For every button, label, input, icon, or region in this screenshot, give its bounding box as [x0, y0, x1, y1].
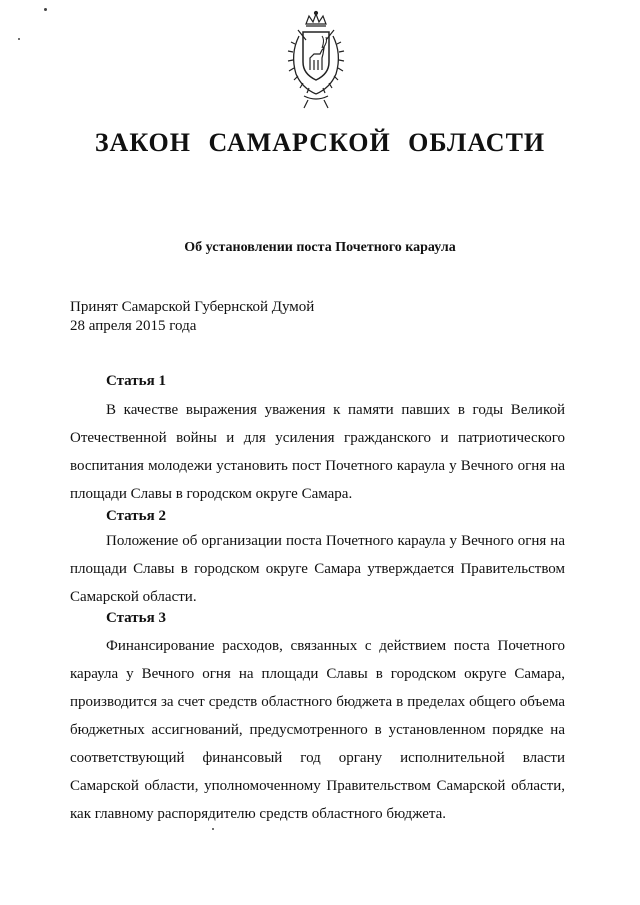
- law-subject: Об установлении поста Почетного караула: [184, 240, 456, 255]
- article-1-title: Статья 1: [106, 373, 166, 389]
- adopted-by: Принят Самарской Губернской Думой: [70, 299, 315, 315]
- article-3-title: Статья 3: [106, 610, 166, 626]
- article-2-text: Положение об организации поста Почетного караула у Вечного огня на площади Славы в городском округе Самара утверждается Правительством Самарской области.: [70, 533, 565, 605]
- samara-coat-of-arms-icon: [282, 10, 350, 110]
- law-title: ЗАКОН САМАРСКОЙ ОБЛАСТИ: [94, 128, 546, 157]
- scan-speck: [212, 828, 214, 830]
- article-2-title: Статья 2: [106, 508, 166, 524]
- scan-speck: [44, 8, 47, 11]
- adoption-info: [70, 298, 314, 336]
- article-1-text: В качестве выражения уважения к памяти павших в годы Великой Отечественной войны и для усиления гражданского и патриотического воспитания молодежи установить пост Почетного караула у Вечного огня на площади Славы в городском округе Самара.: [70, 402, 565, 502]
- scan-speck: [18, 38, 20, 40]
- adoption-date: 28 апреля 2015 года: [70, 318, 197, 334]
- article-3-text: Финансирование расходов, связанных с действием поста Почетного караула у Вечного огня на площади Славы в городском округе Самара, производится за счет средств областного бюджета в пределах общего объема бюджетных ассигнований, предусмотренного в установленном порядке на соответствующий финансовый год органу исполнительной власти Самарской области, уполномоченному Правительством Самарской области, как главному распорядителю средств областного бюджета.: [70, 638, 565, 822]
